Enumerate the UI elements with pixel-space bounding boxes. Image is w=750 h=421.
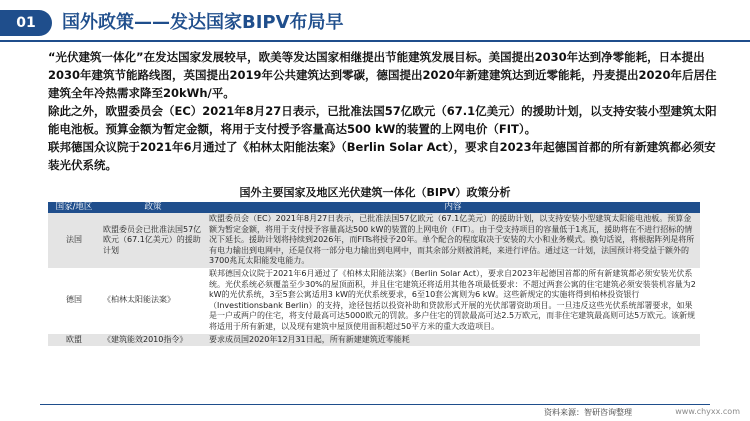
- cell-content: 欧盟委员会（EC）2021年8月27日表示，已批准法国57亿欧元（67.1亿美元）的援助计划，以支持安装小型建筑太阳能电池板。预算金额为暂定金额，将用于支付授予容量高达500 kW的装置的上网电价（FIT）。由于受支持项目的容量低于1兆瓦，援助将在不进行招标的情况下延长。援助计划将持续到2026年，而FITs将授予20年。单个配合的程度取决于安装的大小和业务模式。换句话说，将根据阵列是将所有电力输出到电网中，还是仅将一部分电力输出到电网中，而其余部分则被消耗，来进行评估。通过这一计划，法国预计将受益于额外的3700兆瓦太阳能发电能力。: [206, 213, 700, 268]
- cell-content: 联邦德国众议院于2021年6月通过了《柏林太阳能法案》（Berlin Solar Act），要求自2023年起德国首都的所有新建筑都必须安装光伏系统。光伏系统必须覆盖至少30%的屋顶面积，并且住宅建筑还将适用其他各项最低要求：不超过两套公寓的住宅建筑必须安装装机容量为2 kW的光伏系统，3至5套公寓适用3 kW的光伏系统要求，6至10套公寓则为6 kW。这些新规定的实施将得到柏林投资银行（Investitionsbank Berlin）的支持，途径包括以投资补助和贷款形式开展的光伏部署资助项目。一旦违反这些光伏系统部署要求，如果是一户或两户的住宅，将支付最高可达5000欧元的罚款。多户住宅的罚款最高可达2.5万欧元，而非住宅建筑最高则可达5万欧元。该新规将适用于所有新建，以及现有建筑中屋顶使用面积超过50平方米的重大改造项目。: [206, 268, 700, 334]
- title-divider: [0, 40, 750, 42]
- source-note: 资料来源：智研咨询整理: [544, 408, 632, 417]
- header-policy: 政策: [100, 202, 206, 213]
- cell-content: 要求成员国2020年12月31日起，所有新建建筑近零能耗: [206, 334, 700, 347]
- paragraph-germany: 联邦德国众议院于2021年6月通过了《柏林太阳能法案》（Berlin Solar Act），要求自2023年起德国首都的所有新建筑都必须安装光伏系统。: [48, 140, 716, 172]
- site-url: www.chyxx.com: [675, 407, 740, 416]
- table-title: 国外主要国家及地区光伏建筑一体化（BIPV）政策分析: [239, 186, 511, 199]
- cell-policy: 《建筑能效2010指令》: [100, 334, 206, 347]
- paragraph-overview: “光伏建筑一体化”在发达国家发展较早，欧美等发达国家相继提出节能建筑发展目标。美国提出2030年达到净零能耗，日本提出2030年建筑节能路线图，英国提出2019年公共建筑达到零碳，德国提出2020年新建建筑达到近零能耗，丹麦提出2020年后居住建筑全年冷热需求降至20kWh/平。: [48, 50, 717, 100]
- table-row: [48, 213, 700, 268]
- table-header-row: [48, 202, 700, 213]
- footer-divider: [40, 404, 710, 405]
- policy-table: [48, 202, 700, 346]
- page-title: 国外政策——发达国家BIPV布局早: [62, 12, 344, 33]
- section-number-badge: 01: [0, 10, 52, 36]
- header-content: 内容: [206, 202, 700, 213]
- cell-country: 德国: [48, 268, 100, 334]
- cell-policy: 欧盟委员会已批准法国57亿欧元（67.1亿美元）的援助计划: [100, 213, 206, 268]
- table-row: [48, 334, 700, 347]
- cell-country: 欧盟: [48, 334, 100, 347]
- table-row: [48, 268, 700, 334]
- paragraph-france: 除此之外，欧盟委员会（EC）2021年8月27日表示，已批准法国57亿欧元（67.1亿美元）的援助计划，以支持安装小型建筑太阳能电池板。预算金额为暂定金额，将用于支付授予容量高达500 kW的装置的上网电价（FIT）。: [48, 104, 717, 136]
- cell-policy: 《柏林太阳能法案》: [100, 268, 206, 334]
- body-text: [48, 48, 720, 174]
- header-country: 国家/地区: [48, 202, 100, 213]
- cell-country: 法国: [48, 213, 100, 268]
